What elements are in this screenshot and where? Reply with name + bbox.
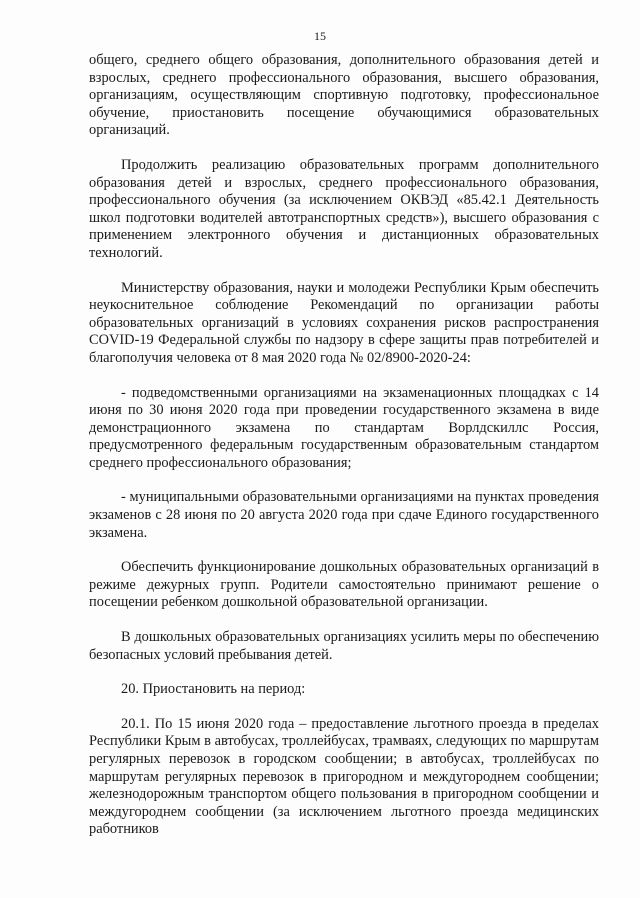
paragraph-municipal-organizations: - муниципальными образовательными организациями на пунктах проведения экзаменов с 28 июня по 20 августа 2020 года при сдаче Единого государственного экзамена. bbox=[89, 489, 599, 541]
paragraph-item-20-1: 20.1. По 15 июня 2020 года – предоставление льготного проезда в пределах Республики Крым в автобусах, троллейбусах, трамваях, следующих по маршрутам регулярных перевозок в городском сообщении; в автобусах, троллейбусах по маршрутам регулярных перевозок в пригородном и междугороднем сообщении; железнодорожным транспортом общего пользования в пригородном сообщении и междугороднем сообщении (за исключением льготного проезда медицинских работников bbox=[89, 715, 599, 838]
paragraph-preschool-duty-groups: Обеспечить функционирование дошкольных образовательных организаций в режиме дежурных групп. Родители самостоятельно принимают решение о посещении ребенком дошкольной образовательной организации. bbox=[89, 559, 599, 611]
paragraph-item-20: 20. Приостановить на период: bbox=[121, 681, 306, 698]
document-body bbox=[89, 52, 599, 839]
paragraph-continue-programs: Продолжить реализацию образовательных программ дополнительного образования детей и взрослых, среднего профессионального образования, профессионального обучения (за исключением ОКВЭД «85.42.1 Деятельность школ подготовки водителей автотранспортных средств»), высшего образования с применением электронного обучения и дистанционных образовательных технологий. bbox=[89, 156, 599, 261]
paragraph-preschool-safety: В дошкольных образовательных организациях усилить меры по обеспечению безопасных условий пребывания детей. bbox=[89, 629, 599, 663]
paragraph-continuation: общего, среднего общего образования, дополнительного образования детей и взрослых, среднего профессионального образования, высшего образования, организациям, осуществляющим спортивную подготовку, профессиональное обучение, приостановить посещение обучающимися образовательных организаций. bbox=[89, 52, 599, 139]
paragraph-subordinate-organizations: - подведомственными организациями на экзаменационных площадках с 14 июня по 30 июня 2020 года при проведении государственного экзамена в виде демонстрационного экзамена по стандартам Ворлдскиллс Россия, предусмотренного федеральным государственным образовательным стандартом среднего профессионального образования; bbox=[89, 384, 599, 471]
page-number: 15 bbox=[314, 29, 326, 43]
paragraph-ministry-instruction: Министерству образования, науки и молодежи Республики Крым обеспечить неукоснительное соблюдение Рекомендаций по организации работы образовательных организаций в условиях сохранения рисков распространения COVID-19 Федеральной службы по надзору в сфере защиты прав потребителей и благополучия человека от 8 мая 2020 года № 02/8900-2020-24: bbox=[89, 279, 599, 366]
